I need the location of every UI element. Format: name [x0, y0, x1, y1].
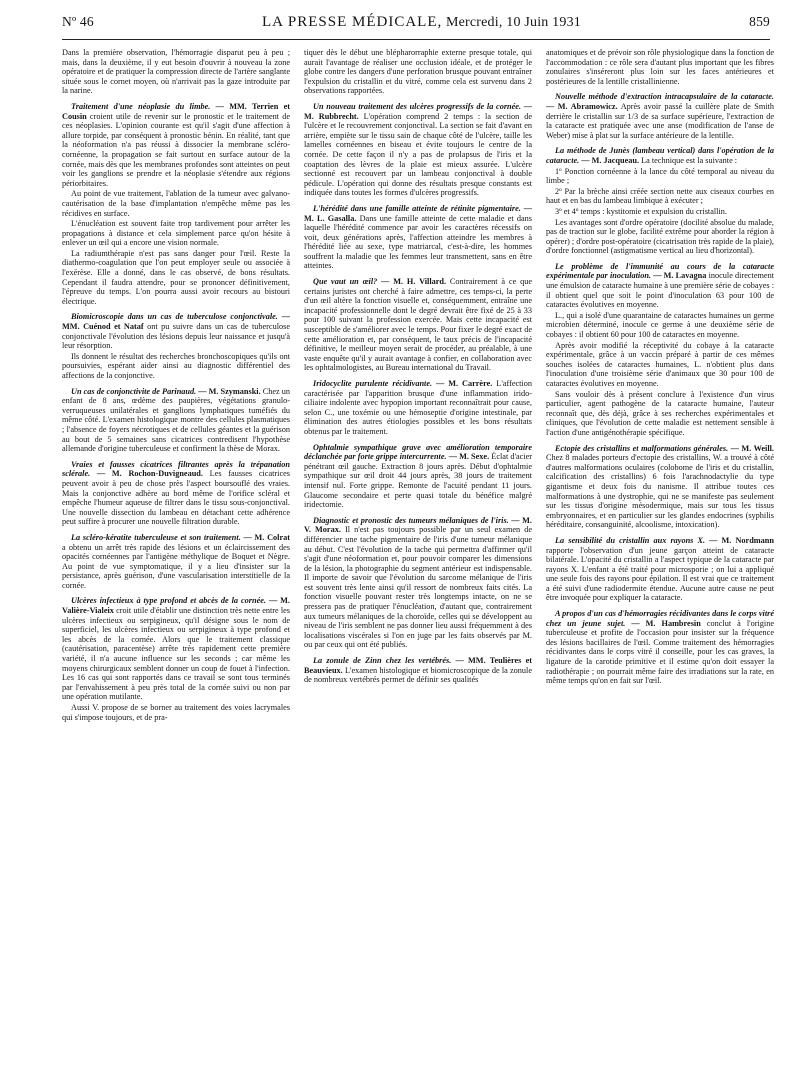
article-body: L'affection caractérisée par l'apparition brusque d'une inflammation irido-ciliaire indolente avec hypopion important reconnaîtrait pour cause, selon C., une toxémie ou une hémoseptie d'origine intestinale, par élimination des autres étiologies possibles et les bons résultats obtenus par le traitement. [304, 379, 532, 436]
article-author: — M. Valière-Vialeix [62, 596, 290, 616]
article-body: conclut à l'origine tuberculeuse et profite de l'occasion pour insister sur la fréquence des lésions bacillaires de l'œil. Comme traitement des hémorragies récidivantes dans le corps vitré il conseille, pour les cas graves, la ligature de la carotide primitive et il estime qu'on doit essayer la radiothérapie ; on pourrait même faire des irradiations sur la rate, en même temps qu'on en fait sur l'œil. [546, 618, 774, 686]
article-entry [546, 262, 774, 310]
article-author: — M. Carrère. [432, 379, 493, 388]
article-title: Iridocyclite purulente récidivante. [313, 379, 433, 388]
article-author: — M. L. Gasalla. [304, 203, 532, 223]
page-number: 859 [749, 14, 770, 29]
paragraph: 2º Par la brèche ainsi créée section nette aux ciseaux courbes en haut et en bas du lambeau limbique à exécuter ; [546, 186, 774, 206]
article-entry [62, 460, 290, 527]
article-entry [62, 596, 290, 702]
article-body: Les fausses cicatrices peuvent avoir à peu de chose près l'aspect boursouflé des vraies. Mais la conjonctive adhère au bord même de l'orifice scléral et empêche l'humeur aqueuse de filtrer dans le tissu sous-conjonctival. Une nouvelle dissection du lambeau en détachant cette adhérence peut suffire à procurer une nouvelle filtration durable. [62, 469, 290, 527]
article-body: rapporte l'observation d'un jeune garçon atteint de cataracte bilatérale. L'opacité du cristallin a l'aspect typique de la cataracte par rayons X. L'enfant a été traité pour microsporie ; on lui a appliqué une seule fois des rayons pour épilation. Il est vrai que ce traitement a été suivi d'une radiodermite étendue. Aucune autre cause ne peut être invoquée pour expliquer la cataracte. [546, 545, 774, 603]
paragraph: Les avantages sont d'ordre opératoire (docilité absolue du malade, pas de traction sur le globe, facilité extrême pour aborder la région à opérer) ; d'ordre post-opératoire (cicatrisation très rapide de la plaie), d'ordre fonctionnel (astigmatisme vertical au lieu d'horizontal). [546, 217, 774, 256]
article-body: Dans une famille atteinte de cette maladie et dans laquelle l'hérédité commence par avoir les caractères récessifs on voit, deux générations après, l'affection atteindre les membres à l'hérédité liée au sexe, type matriarcal, c'est-à-dire, les hommes souffrent la maladie que les femmes leur transmettent, sans en être atteintes. [304, 213, 532, 271]
issue-number: Nº 46 [62, 14, 94, 29]
paragraph: 1º Ponction cornéenne à la lance du côté temporal au niveau du limbe ; [546, 166, 774, 186]
paragraph: Sans vouloir dès à présent conclure à l'existence d'un virus particulier, agent pathogène de la cataracte humaine, l'auteur reconnaît que, dès déjà, grâce à ses recherches expérimentales et cliniques, que l'évolution de cette maladie est nettement sensible à l'action d'une antigénothérapie spécifique. [546, 389, 774, 437]
article-entry [62, 102, 290, 188]
paragraph: 3º et 4º temps : kystitomie et expulsion du cristallin. [555, 206, 727, 216]
article-body: a obtenu un arrêt très rapide des lésions et un éclaircissement des opacités cornéennes par l'antigène méthylique de Boquet et Nègre. Au point de vue symptomatique, il y a lieu d'insister sur la persistance, après guérison, d'une vascularisation interstitielle de la cornée. [62, 542, 290, 590]
article-body: L'examen histologique et biomicroscopique de la zonule de nombreux vertébrés permet de définir ses qualités [304, 665, 532, 685]
article-body: inocule directement une émulsion de cataracte humaine à une première série de cobayes : il obtient quel que soit le point d'inoculation 63 pour 100 de cataractes évolutives en moyenne. [546, 271, 774, 310]
article-entry [546, 609, 774, 686]
paragraph: L'énucléation est souvent faite trop tardivement pour arrêter les propagations à distance et cela simplement parce qu'on hésite à enlever un œil qui a encore une vision normale. [62, 219, 290, 248]
article-title: Un cas de conjonctivite de Parinaud. [71, 386, 197, 396]
article-author: — M. Jacqueau. [579, 155, 640, 165]
paragraph: L., qui a isolé d'une quarantaine de cataractes humaines un germe microbien déterminé, inocule ce germe à une deuxième série de cobayes : il obtient 60 pour 100 de cataractes en moyenne. [546, 310, 774, 340]
article-body: L'opération comprend 2 temps : la section de l'ulcère et le recouvrement conjonctival. La section se fait d'avant en arrière, empiète sur le tissu sain de chaque côté de l'ulcère, taille les lamelles cornéennes en biseau et évite toujours le centre de la cornée. De cette façon il n'y a pas de prolapsus de l'iris et la coaptation des lèvres de la plaie est mieux assurée. L'ulcère sectionné est recouvert par un lambeau conjonctival à double pédicule. L'opération qui donne des résultats presque constants est indiquée dans toutes les formes d'ulcères progressifs. [304, 111, 532, 198]
article-title: Vraies et fausses cicatrices filtrantes après la trépanation sclérale. [62, 459, 290, 479]
article-body: Après avoir passé la cuillère plate de Smith derrière le cristallin sur 1/3 de sa surface supérieure, l'extraction de la cataracte est pratiquée avec une anse (modification de l'anse de Weber) mise à plat sur la surface antérieure de la lentille. [546, 101, 774, 140]
journal-masthead [262, 14, 581, 31]
article-body: Il n'est pas toujours possible par un seul examen de différencier une tache pigmentaire de l'iris d'une tumeur mélanique au début. C'est l'évolution de la tache qui permettra d'affirmer qu'il s'agit d'une néoformation et, pour pouvoir comparer les dimensions de la lésion, la photographie du segment antérieur est indispensable. Il importe de savoir que l'évolution du sarcome mélanique de l'iris est souvent très lente ainsi qu'il ressort de nombreux faits cités. La fonction visuelle pouvant rester très longtemps intacte, on ne se pressera pas de pratiquer l'énucléation, d'autant que, contrairement aux tumeurs mélaniques de la choroïde, celles qui se développent au niveau de l'iris semblent ne pas donner lieu aussi fréquemment à des localisations viscérales si l'on en juge par les faits observés par M. ou par ceux qui ont été publiés. [304, 525, 532, 650]
article-author: — MM. Cuénod et Nataf [62, 312, 290, 332]
article-author: — MM. Terrien et Cousin [62, 101, 290, 121]
article-entry [62, 533, 290, 591]
article-author: — M. Weill. [728, 443, 774, 453]
paragraph: La radiumthérapie n'est pas sans danger pour l'œil. Reste la diathermo-coagulation que l'on peut employer seule ou associée à l'exérèse. Elle a donné, dans le cas observé, de bons résultats. Cependant il faudra attendre, pour se prononcer définitivement, l'épreuve du temps. L'on pourra aussi avoir recours au bistouri électrique. [62, 248, 290, 306]
article-title: Nouvelle méthode d'extraction intracapsulaire de la cataracte. [555, 92, 774, 102]
article-title: La méthode de Junès (lambeau vertical) dans l'opération de la cataracte. [546, 146, 774, 165]
journal-title: LA PRESSE MÉDICALE, [261, 14, 443, 30]
issue-date: Mercredi, 10 Juin 1931 [445, 15, 581, 30]
article-entry [546, 536, 774, 603]
article-author: — M. Rochon-Duvigneaud. [90, 469, 203, 479]
article-entry [546, 146, 774, 165]
paragraph: Dans la première observation, l'hémorragie disparut peu à peu ; mais, dans la deuxième, il y eut besoin d'ouvrir à nouveau la zone opératoire et de pratiquer la compression directe de l'artère sanglante située sous le cornet moyen, où n'arrivait pas la gaze introduite par la narine. [62, 48, 290, 96]
column-left [62, 48, 290, 1070]
article-author: — MM. Teulières et Beauvieux. [304, 656, 532, 675]
article-entry [546, 444, 774, 530]
paragraph: Au point de vue traitement, l'ablation de la tumeur avec galvano-cautérisation de la base d'implantation n'empêche même pas les récidives en surface. [62, 189, 290, 218]
article-entry [304, 277, 532, 373]
article-title: Ulcères infectieux à type profond et abcès de la cornée. [71, 596, 266, 606]
article-author: — M. H. Villard. [377, 277, 447, 287]
paragraph: Aussi V. propose de se borner au traitement des voies lacrymales qui s'impose toujours, et de pra- [62, 703, 290, 722]
article-title: La sensibilité du cristallin aux rayons X. [555, 535, 706, 545]
article-body: ont pu suivre dans un cas de tuberculose conjonctivale l'évolution des lésions depuis leur naissance et jusqu'à leur résorption. [62, 322, 290, 351]
article-entry [304, 102, 532, 198]
article-body: Contrairement à ce que certains juristes ont cherché à faire admettre, ces temps-ci, la perte d'un œil altère la fonction visuelle et, conséquemment, entraîne une incapacité professionnelle dont le degré devrait être fixé de 25 à 33 pour 100 suivant la profession exercée. Mais cette incapacité est susceptible de s'améliorer avec le temps. Pour fixer le degré exact de cette amélioration et, par conséquent, le taux précis de l'incapacité définitive, le meilleur moyen serait de procéder, au préalable, à une vaste enquête qu'il y aurait avantage à confier, en collaboration avec les ophtalmologistes, au Bureau international du Travail. [304, 277, 532, 373]
article-body: La technique est la suivante : [639, 155, 738, 165]
article-entry [62, 312, 290, 350]
article-author: — M. Szymanski. [196, 386, 261, 396]
article-body: Chez 8 malades porteurs d'ectopie des cristallins, W. a trouvé à côté d'autres malformations oculaires (colobome de l'iris et du cristallin, calcification des cristallins) 6 fois l'arachnodactylie du type gigantisme et deux fois du nanisme. Il attribue toutes ces malformations à une dystrophie, qui ne se manifeste pas seulement sur les tissus d'origine mésodermique, mais sur tous les tissus embryonnaires, et en particulier sur les glandes endocrines (syphilis héréditaire, consanguinité, alcoolisme, intoxication). [546, 453, 774, 530]
article-entry [546, 92, 774, 140]
column-right [546, 48, 774, 1070]
article-body: croit utile d'établir une distinction très nette entre les ulcères infectieux ou serpigineux, qu'il désigne sous le nom de superficiel, les ulcères infectieux ou serpigineux à type profond et les abcès de la cornée. Alors que le traitement classique (cautérisation, paracentèse) arrête très rapidement cette première variété, il n'a aucune influence sur les seconds ; car même les moyens chirurgicaux semblent donner un coup de fouet à l'infection. Les 16 cas qui sont rapportés dans ce travail se sont tous terminés par l'envahissement à peu près total de la cornée suivi ou non par une opération mutilante. [62, 606, 290, 702]
article-title: Un nouveau traitement des ulcères progressifs de la cornée. [313, 101, 522, 111]
article-author: — M. Nordmann [705, 535, 774, 545]
article-body: Éclat d'acier pénétrant œil gauche. Extraction 8 jours après. Début d'ophtalmie sympathique sur œil droit 44 jours après, 38 jours de traitement intensif nul. Forte grippe. Remonte de l'acuité pendant 11 jours. Glaucome secondaire et perte quasi totale du bénéfice malgré iridectomie. [304, 452, 532, 510]
article-title: Biomicroscopie dans un cas de tuberculose conjonctivale. [71, 312, 278, 322]
article-columns [62, 48, 774, 1070]
article-author: — M. Rubbrecht. [304, 101, 532, 121]
article-body: Chez un enfant de 8 ans, œdème des paupières, végétations granulo-verruqueuses unilatérales et ganglions lymphatiques tuméfiés du même côté. L'examen histologique montre des cellules plasmatiques ; l'absence de foyers nécrotiques et de cellules géantes et la guérison au bout de 5 semaines sans cicatrices contredisent l'hypothèse allemande d'origine tuberculeuse et confirment la thèse de Morax. [62, 386, 290, 454]
article-author: — M. V. Morax. [304, 515, 532, 535]
article-title: L'hérédité dans une famille atteinte de rétinite pigmentaire. [313, 203, 521, 213]
article-author: — M. Lavagna [651, 271, 707, 281]
article-title: Que vaut un œil? [313, 277, 378, 287]
article-entry [304, 379, 532, 437]
paragraph: tiquer dès le début une blépharorraphie externe presque totale, qui aurait l'avantage de réaliser une occlusion idéale, et de protéger le globe contre les dangers d'une perforation brusque pouvant entraîner l'expulsion du cristallin et du vitré, comme cela est survenu dans 2 observations rapportées. [304, 48, 532, 96]
article-author: — M. Abramowicz. [546, 101, 618, 111]
article-body: croient utile de revenir sur le pronostic et le traitement de ces néoplasies. L'opinion courante est qu'il s'agit d'une affection à allure torpide, par conséquent à pronostic bénin. En réalité, tant que la néoformation n'a pas réussi à dissocier la membrane scléro-cornéenne, la propagation se fait surtout en surface autour de la cornée, mais dès que les membranes profondes sont atteintes on peut voir les ganglions se prendre et la néoplasie s'étendre aux régions périorbitaires. [62, 111, 290, 188]
article-entry [304, 516, 532, 650]
article-title: Ectopie des cristallins et malformations générales. [555, 443, 729, 453]
paragraph: Ils donnent le résultat des recherches bronchoscopiques qu'ils ont poursuivies, espérant aider ainsi au diagnostic différentiel des affections de la conjonctive. [62, 351, 290, 380]
article-entry [304, 656, 532, 685]
article-author: — M. Sexe. [446, 452, 490, 462]
article-title: La zonule de Zinn chez les vertébrés. [313, 656, 452, 666]
article-title: Diagnostic et pronostic des tumeurs mélaniques de l'iris. [313, 515, 509, 525]
article-title: A propos d'un cas d'hémorragies récidivantes dans le corps vitré chez un jeune sujet. [546, 609, 774, 628]
article-title: Le problème de l'immunité au cours de la cataracte expérimentale par inoculation. [546, 261, 774, 281]
article-author: — M. Hambresin [625, 618, 701, 628]
article-entry [304, 204, 532, 271]
header-rule [62, 39, 770, 40]
paragraph: Après avoir modifié la réceptivité du cobaye à la cataracte expérimentale, grâce à un vaccin préparé à partir de ces mêmes souches isolées de cataractes humaines, L. n'obtient plus dans l'inoculation d'une troisième série d'animaux que 30 pour 100 de cataractes évolutives en moyenne. [546, 340, 774, 388]
article-entry [304, 443, 532, 510]
article-author: — M. Colrat [240, 532, 290, 542]
article-entry [62, 387, 290, 454]
article-title: La scléro-kératite tuberculeuse et son traitement. [71, 532, 241, 542]
article-title: Ophtalmie sympathique grave avec amélioration temporaire déclanchée par forte grippe intercurrente. [304, 442, 532, 462]
article-title: Traitement d'une néoplasie du limbe. [71, 101, 211, 111]
paragraph: anatomiques et de prévoir son rôle physiologique dans la fonction de l'accommodation : ce rôle sera d'autant plus important que les fibres zonulaires s'inséreront plus loin sur les faces antérieures et postérieures de la lentille cristallinienne. [546, 48, 774, 86]
column-middle [304, 48, 532, 1070]
